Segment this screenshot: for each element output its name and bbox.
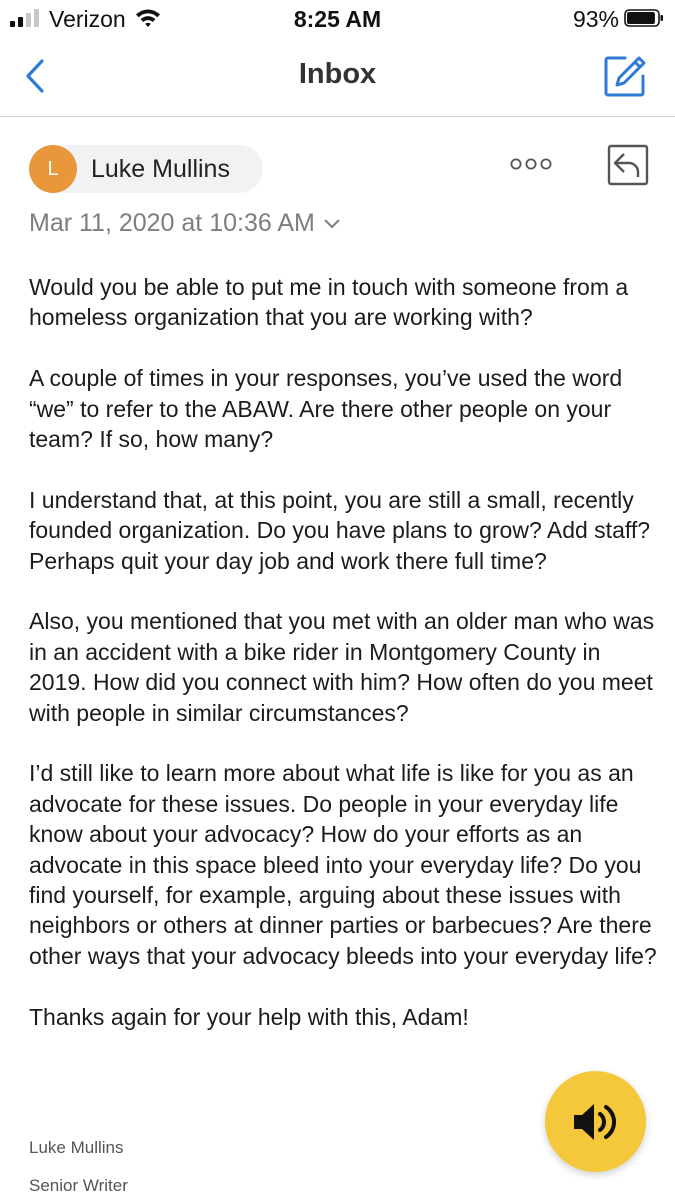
more-options-button[interactable] [510,155,552,173]
avatar: L [29,145,77,193]
message-date[interactable] [29,209,341,238]
reply-button[interactable] [607,144,649,186]
body-paragraph: Thanks again for your help with this, Adam! [29,1003,469,1030]
sender-chip[interactable] [29,145,263,193]
message-body [29,272,659,1062]
compose-button[interactable] [603,54,647,98]
page-title: Inbox [298,58,377,90]
body-paragraph: Also, you mentioned that you met with an older man who was in an accident with a bike rider in Montgomery County in 2019. How did you connect with him? How often do you meet with people in similar circumstances? [29,608,655,726]
body-paragraph: A couple of times in your responses, you’ve used the word “we” to refer to the ABAW. Are there other people on your team? If so, how many? [29,365,623,453]
navigation-bar [0,40,675,117]
status-time: 8:25 AM [293,6,382,32]
speaker-icon [572,1101,620,1143]
status-bar [0,0,675,40]
read-aloud-button[interactable] [545,1071,646,1172]
battery-percent: 93% [572,6,619,32]
signature-name: Luke Mullins [29,1138,124,1157]
message-date-text: Mar 11, 2020 at 10:36 AM [29,209,315,237]
sender-name: Luke Mullins [91,155,230,183]
body-paragraph: I’d still like to learn more about what life is like for you as an advocate for these issues. Do people in your everyday life know about your advocacy? How do your efforts as an advocate in this space bleed into your everyday life? Do you find yourself, for example, arguing about these issues with neighbors or others at dinner parties or barbecues? Are there other ways that your advocacy bleeds into your everyday life? [29,760,657,969]
carrier-name: Verizon [49,6,126,32]
signature-title: Senior Writer [29,1176,128,1195]
battery-icon [624,9,664,27]
body-paragraph: Would you be able to put me in touch with someone from a homeless organization that you are working with? [29,274,629,331]
body-paragraph: I understand that, at this point, you are still a small, recently founded organization. Do you have plans to grow? Add staff? Perhaps quit your day job and work there full time? [29,486,651,574]
chevron-down-icon [323,218,341,230]
